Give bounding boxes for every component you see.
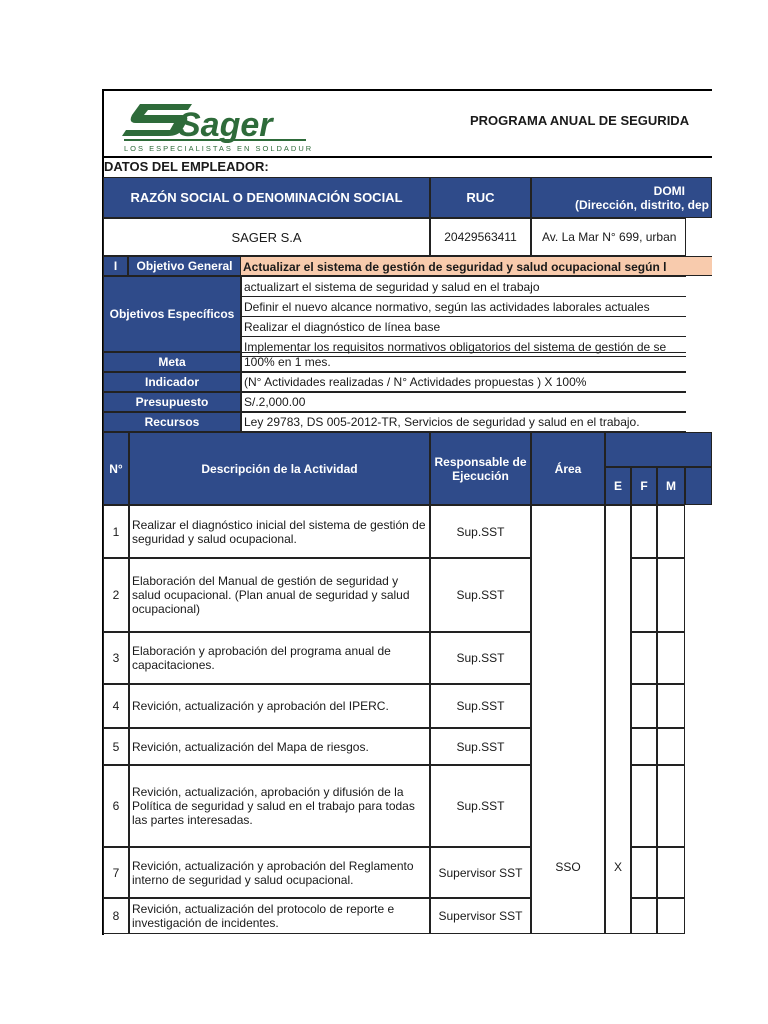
domicilio-value: Av. La Mar N° 699, urban [531, 218, 686, 256]
company-logo [118, 96, 313, 154]
activity-description: Elaboración y aprobación del programa anual de capacitaciones. [129, 632, 430, 684]
general-objective-value: Actualizar el sistema de gestión de seguridad y salud ocupacional según l [241, 256, 712, 276]
presupuesto-label: Presupuesto [103, 392, 241, 412]
activity-num-header: N° [103, 432, 129, 505]
logo-wordmark: Sager [178, 106, 273, 144]
mark-merged-cell: X [605, 505, 631, 934]
activity-number: 2 [103, 558, 129, 632]
ruc-header: RUC [430, 177, 531, 218]
domicilio-header-line2: (Dirección, distrito, dep [574, 197, 709, 212]
month-m-cell [657, 847, 685, 898]
indicador-value: (N° Actividades realizadas / N° Actividades propuestas ) X 100% [241, 372, 686, 392]
razon-header: RAZÓN SOCIAL O DENOMINACIÓN SOCIAL [103, 177, 430, 218]
activity-number: 6 [103, 765, 129, 847]
activity-responsible: Sup.SST [430, 684, 531, 728]
activity-responsible: Sup.SST [430, 505, 531, 558]
month-m-cell [657, 632, 685, 684]
specific-objective-item: Implementar los requisitos normativos obligatorios del sistema de gestión de se [241, 337, 686, 357]
activity-number: 3 [103, 632, 129, 684]
activity-description: Realizar el diagnóstico inicial del sistema de gestión de seguridad y salud ocupacional. [129, 505, 430, 558]
meta-value: 100% en 1 mes. [241, 352, 686, 372]
razon-value: SAGER S.A [103, 218, 430, 256]
month-f-cell [631, 728, 657, 765]
month-f-cell [631, 847, 657, 898]
activity-description: Elaboración del Manual de gestión de seguridad y salud ocupacional. (Plan anual de seguridad y salud ocupacional) [129, 558, 430, 632]
activity-number: 7 [103, 847, 129, 898]
specific-objectives-label: Objetivos Específicos [103, 276, 241, 352]
page-title: PROGRAMA ANUAL DE SEGURIDA [470, 113, 690, 128]
activity-number: 1 [103, 505, 129, 558]
month-next-header [685, 467, 712, 505]
month-f-cell [631, 632, 657, 684]
ruc-value: 20429563411 [430, 218, 531, 256]
sager-logo-icon [118, 96, 313, 154]
area-merged-cell: SSO [531, 505, 605, 934]
activity-responsible: Sup.SST [430, 632, 531, 684]
employer-section-label: DATOS DEL EMPLEADOR: [104, 159, 269, 174]
activity-responsible: Sup.SST [430, 728, 531, 765]
month-f-cell [631, 898, 657, 934]
activity-responsible: Supervisor SST [430, 847, 531, 898]
activity-resp-header: Responsable de Ejecución [430, 432, 531, 505]
specific-objective-item: actualizart el sistema de seguridad y salud en el trabajo [241, 276, 686, 297]
meta-label: Meta [103, 352, 241, 372]
domicilio-header-line1: DOMI [653, 183, 685, 198]
activity-area-header: Área [531, 432, 605, 505]
specific-objective-item: Realizar el diagnóstico de línea base [241, 317, 686, 337]
activity-description: Revición, actualización, aprobación y difusión de la Política de seguridad y salud en el trabajo para todas las partes interesadas. [129, 765, 430, 847]
activity-responsible: Supervisor SST [430, 898, 531, 934]
month-m-cell [657, 684, 685, 728]
indicador-label: Indicador [103, 372, 241, 392]
month-f-cell [631, 684, 657, 728]
specific-objective-item: Definir el nuevo alcance normativo, según las actividades laborales actuales [241, 297, 686, 317]
month-m-cell [657, 505, 685, 558]
presupuesto-value: S/.2,000.00 [241, 392, 686, 412]
month-group-header [605, 432, 712, 467]
activity-responsible: Sup.SST [430, 765, 531, 847]
recursos-value: Ley 29783, DS 005-2012-TR, Servicios de seguridad y salud en el trabajo. [241, 412, 686, 432]
month-f-header: F [631, 467, 657, 505]
month-m-cell [657, 728, 685, 765]
month-f-cell [631, 765, 657, 847]
activity-description: Revición, actualización del Mapa de riesgos. [129, 728, 430, 765]
activity-number: 5 [103, 728, 129, 765]
activity-responsible: Sup.SST [430, 558, 531, 632]
month-f-cell [631, 505, 657, 558]
month-m-cell [657, 765, 685, 847]
month-m-cell [657, 558, 685, 632]
logo-tagline: LOS ESPECIALISTAS EN SOLDADURA [124, 144, 313, 153]
activity-desc-header: Descripción de la Actividad [129, 432, 430, 505]
recursos-label: Recursos [103, 412, 241, 432]
specific-objectives-list [241, 276, 686, 357]
month-m-cell [657, 898, 685, 934]
activity-description: Revición, actualización del protocolo de reporte e investigación de incidentes. [129, 898, 430, 934]
activity-description: Revición, actualización y aprobación del Reglamento interno de seguridad y salud ocupacional. [129, 847, 430, 898]
activity-description: Revición, actualización y aprobación del IPERC. [129, 684, 430, 728]
objective-number: I [103, 256, 128, 276]
month-f-cell [631, 558, 657, 632]
activity-number: 8 [103, 898, 129, 934]
month-e-header: E [605, 467, 631, 505]
general-objective-label: Objetivo General [128, 256, 241, 276]
month-m-header: M [657, 467, 685, 505]
domicilio-header [531, 177, 712, 218]
activity-number: 4 [103, 684, 129, 728]
